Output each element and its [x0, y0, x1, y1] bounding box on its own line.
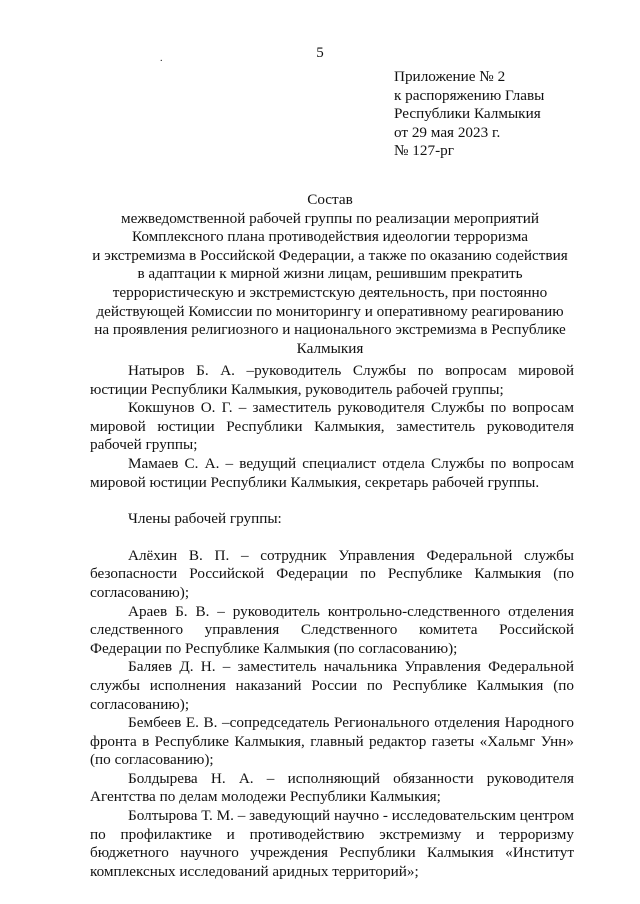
title-heading: Состав: [307, 191, 353, 208]
member-entry: Болтырова Т. М. – заведующий научно - исследовательским центром по профилактике и противодействию экстремизму и терроризму бюджетного научного учреждения Республики Калмыкия «Институт комплексных исследований аридных территорий»;: [90, 807, 574, 880]
title-line: на проявления религиозного и национального экстремизма в Республике: [94, 321, 566, 339]
title-line: Калмыкия: [296, 339, 364, 357]
title-line: Комплексного плана противодействия идеологии терроризма: [131, 228, 529, 246]
member-entry: Баляев Д. Н. – заместитель начальника Управления Федеральной службы исполнения наказаний России по Республике Калмыкия (по согласованию);: [90, 658, 574, 713]
title-line: межведомственной рабочей группы по реализации мероприятий: [121, 209, 539, 227]
appendix-line: № 127-рг: [394, 142, 454, 160]
appendix-line: от 29 мая 2023 г.: [394, 123, 501, 141]
leadership-entry: Кокшунов О. Г. – заместитель руководителя Службы по вопросам мировой юстиции Республики Калмыкия, заместитель руководителя рабочей группы;: [90, 399, 574, 454]
leadership-entry: Мамаев С. А. – ведущий специалист отдела Службы по вопросам мировой юстиции Республики Калмыкия, секретарь рабочей группы.: [90, 454, 574, 491]
members-heading: Члены рабочей группы:: [128, 510, 282, 528]
title-line: в адаптации к мирной жизни лицам, решившим прекратить: [137, 265, 523, 283]
document-title: [88, 191, 572, 358]
title-line: и экстремизма в Российской Федерации, а также по оказанию содействия: [92, 246, 568, 264]
member-entry: Алёхин В. П. – сотрудник Управления Федеральной службы безопасности Российской Федерации по Республике Калмыкия (по согласованию);: [90, 546, 574, 601]
title-line: террористическую и экстремистскую деятельность, при постоянно: [112, 283, 548, 301]
appendix-block: [394, 68, 614, 161]
appendix-line: к распоряжению Главы: [394, 86, 545, 104]
member-entry: Араев Б. В. – руководитель контрольно-следственного отделения следственного управления Следственного комитета Российской Федерации по Республике Калмыкия (по согласованию);: [90, 602, 574, 657]
member-entry: Бембеев Е. В. –сопредседатель Регионального отделения Народного фронта в Республике Калмыкия, главный редактор газеты «Хальмг Унн» (по согласованию);: [90, 714, 574, 769]
member-entry: Болдырева Н. А. – исполняющий обязанности руководителя Агентства по делам молодежи Республики Калмыкия;: [90, 769, 574, 806]
leadership-entry: Натыров Б. А. –руководитель Службы по вопросам мировой юстиции Республики Калмыкия, руководитель рабочей группы;: [90, 362, 574, 398]
document-body: [90, 362, 574, 881]
title-line: действующей Комиссии по мониторингу и оперативному реагированию: [96, 302, 564, 320]
appendix-line: Приложение № 2: [394, 68, 506, 85]
page-number: 5: [316, 45, 324, 61]
appendix-line: Республики Калмыкия: [394, 105, 541, 123]
scan-mark: .: [160, 53, 163, 64]
